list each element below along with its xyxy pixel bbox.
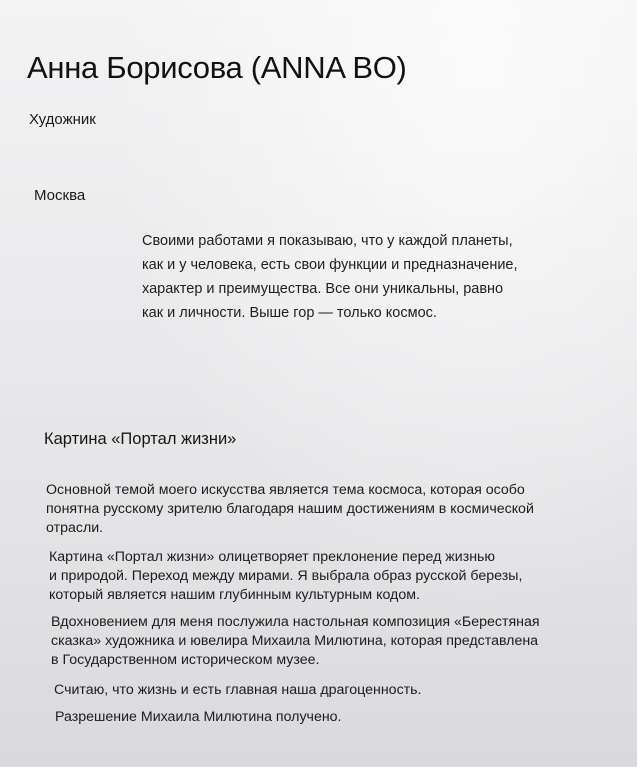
artist-statement xyxy=(142,229,572,325)
paragraph-line: Вдохновением для меня послужила настольная композиция «Берестяная xyxy=(51,614,540,630)
paragraph-line: Основной темой моего искусства является тема космоса, которая особо xyxy=(46,482,525,498)
description-paragraph-value xyxy=(54,681,422,700)
artist-city: Москва xyxy=(34,187,86,204)
description-paragraph-theme xyxy=(46,481,534,538)
artwork-title: Картина «Портал жизни» xyxy=(44,430,237,448)
statement-line: характер и преимущества. Все они уникальны, равно xyxy=(142,281,504,297)
paragraph-line: понятна русскому зрителю благодаря нашим достижениям в космической xyxy=(46,501,534,517)
artist-name: Анна Борисова (ANNA BO) xyxy=(27,50,407,85)
paragraph-line: и природой. Переход между мирами. Я выбрала образ русской березы, xyxy=(49,568,523,584)
paragraph-line: в Государственном историческом музее. xyxy=(51,652,320,668)
statement-line: Своими работами я показываю, что у каждой планеты, xyxy=(142,233,513,249)
paragraph-line: Разрешение Михаила Милютина получено. xyxy=(55,709,342,725)
paragraph-line: Считаю, что жизнь и есть главная наша драгоценность. xyxy=(54,682,422,698)
description-paragraph-inspiration xyxy=(51,613,540,670)
paragraph-line: отрасли. xyxy=(46,520,104,536)
artist-profession: Художник xyxy=(29,111,96,128)
paragraph-line: сказка» художника и ювелира Михаила Милютина, которая представлена xyxy=(51,633,539,649)
statement-line: как и у человека, есть свои функции и предназначение, xyxy=(142,257,518,273)
paragraph-line: Картина «Портал жизни» олицетворяет преклонение перед жизнью xyxy=(49,549,496,565)
description-paragraph-meaning xyxy=(49,548,522,605)
description-paragraph-permission xyxy=(55,708,342,727)
statement-line: как и личности. Выше гор — только космос. xyxy=(142,305,437,321)
paragraph-line: который является нашим глубинным культурным кодом. xyxy=(49,587,420,603)
